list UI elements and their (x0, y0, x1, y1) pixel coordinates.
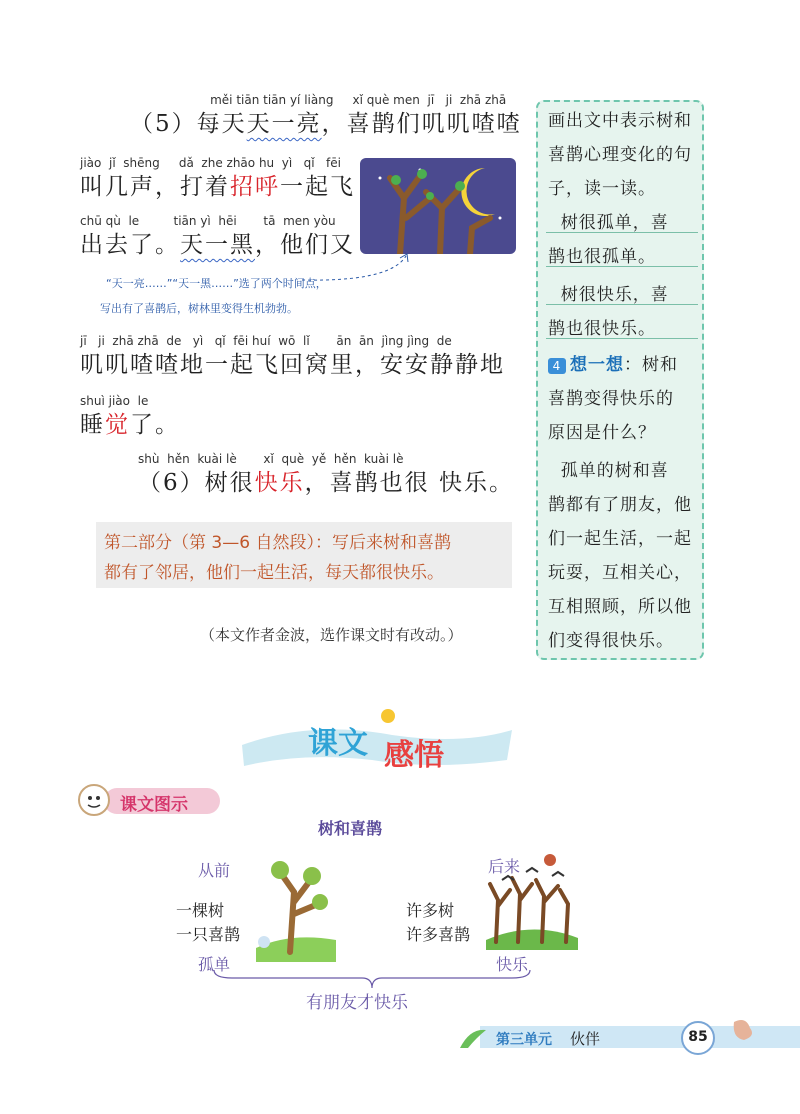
p5-line1 (130, 92, 522, 140)
section-title-banner (232, 700, 522, 780)
sun-icon (381, 709, 395, 723)
answer-text: 树很孤单，喜 (548, 213, 669, 233)
answer-text: 们一起生活，一起 (548, 529, 692, 549)
answer-text: 互相照顾，所以他 (548, 597, 692, 617)
pinyin: chū qù le tiān yì hēi tā men yòu (80, 214, 336, 228)
underlined-text: 天一亮 (246, 111, 322, 137)
highlight-text: 招呼 (230, 174, 280, 200)
summary-line1: 第二部分（第 3—6 自然段）：写后来树和喜鹊 (104, 533, 451, 553)
conclusion-text: 有朋友才快乐 (306, 993, 408, 1013)
brush-stroke-background (232, 700, 522, 780)
side-text: 喜鹊心理变化的句 (548, 145, 692, 165)
para-number: （6） (138, 470, 205, 496)
answer-text: 树很快乐，喜 (548, 285, 669, 305)
diagram-title: 树和喜鹊 (318, 819, 383, 838)
think-question (548, 350, 698, 375)
text: ，喜鹊们叽叽喳喳 (321, 111, 522, 137)
pinyin: jī ji zhā zhā de yì qǐ fēi huí wō lǐ ān ān jìng jìng de (80, 334, 452, 348)
answer-rule (546, 266, 698, 267)
think-number-icon: 4 (548, 358, 566, 374)
section-title-a: 课文 (308, 726, 368, 761)
answer-text: 玩耍，互相关心， (548, 563, 692, 583)
answer-rule (546, 338, 698, 339)
before-item2: 一只喜鹊 (176, 925, 241, 944)
after-item2: 许多喜鹊 (406, 925, 471, 944)
summary-line2: 都有了邻居，他们一起生活，每天都很快乐。 (104, 563, 444, 583)
think-label: 想一想 (570, 355, 624, 375)
text: 每天 (196, 111, 247, 137)
page-footer (420, 1018, 800, 1058)
page-number: 85 (688, 1029, 708, 1045)
text: 叽叽喳喳地一起飞回窝里，安安静静地 (80, 352, 505, 378)
before-state: 孤单 (198, 955, 231, 974)
answer-text: 孤单的树和喜 (548, 461, 669, 481)
annotation-line1: “天一亮……”“天一黑……”选了两个时间点， (106, 277, 327, 290)
after-item1: 许多树 (406, 901, 455, 920)
pinyin: shù hěn kuài lè xǐ què yě hěn kuài lè (138, 452, 404, 466)
night-tree-illustration (360, 158, 516, 254)
text: 出去了。 (80, 232, 180, 258)
footer-unit: 第三单元 (496, 1032, 552, 1048)
annotation-arrow (300, 250, 420, 290)
side-text: ：树和 (624, 355, 678, 375)
p5-line4 (80, 333, 505, 381)
footer-band (420, 1018, 800, 1058)
text: 了。 (130, 412, 180, 438)
side-text: 子，读一读。 (548, 179, 656, 199)
answer-text: 鹊都有了朋友，他 (548, 495, 692, 515)
before-label: 从前 (198, 861, 231, 880)
side-text: 原因是什么？ (548, 423, 656, 443)
para-number: （5） (130, 111, 197, 137)
answer-rule (546, 232, 698, 233)
p6-line1 (138, 451, 514, 499)
text: 一起飞 (280, 174, 355, 200)
after-state: 快乐 (496, 955, 529, 974)
after-label: 后来 (488, 857, 521, 876)
highlight-text: 快乐 (254, 470, 305, 496)
forest-illustration (482, 850, 582, 950)
highlight-text: 觉 (105, 412, 130, 438)
text: 叫几声，打着 (80, 174, 230, 200)
answer-rule (546, 304, 698, 305)
side-text: 画出文中表示树和 (548, 111, 692, 131)
text: ，他们又 (255, 232, 355, 258)
p5-line2 (80, 155, 355, 203)
underlined-text: 天一黑 (180, 232, 255, 258)
answer-text: 鹊也很孤单。 (548, 247, 656, 267)
summary-box (96, 522, 512, 588)
pinyin: jiào jǐ shēng dǎ zhe zhāo hu yì qǐ fēi (80, 156, 341, 170)
text: ，喜鹊也很 快乐。 (304, 470, 514, 496)
annotation-line2: 写出有了喜鹊后，树林里变得生机勃勃。 (100, 302, 298, 315)
before-item1: 一棵树 (176, 901, 225, 920)
side-note-panel (536, 100, 704, 660)
side-text: 喜鹊变得快乐的 (548, 389, 674, 409)
badge-label: 课文图示 (120, 795, 188, 815)
section-title-b: 感悟 (384, 738, 444, 773)
pinyin: měi tiān tiān yí liàng xǐ què men jī ji zhā zhā (130, 93, 507, 107)
author-note: （本文作者金波，选作课文时有改动。） (200, 626, 463, 644)
p5-line5 (80, 393, 180, 441)
diagram-badge (76, 782, 226, 818)
pinyin: shuì jiào le (80, 394, 149, 408)
footer-topic: 伙伴 (570, 1030, 601, 1048)
lone-tree-illustration (250, 852, 340, 962)
answer-text: 们变得很快乐。 (548, 631, 674, 651)
text: 睡 (80, 412, 105, 438)
text: 树很 (204, 470, 255, 496)
answer-text: 鹊也很快乐。 (548, 319, 656, 339)
